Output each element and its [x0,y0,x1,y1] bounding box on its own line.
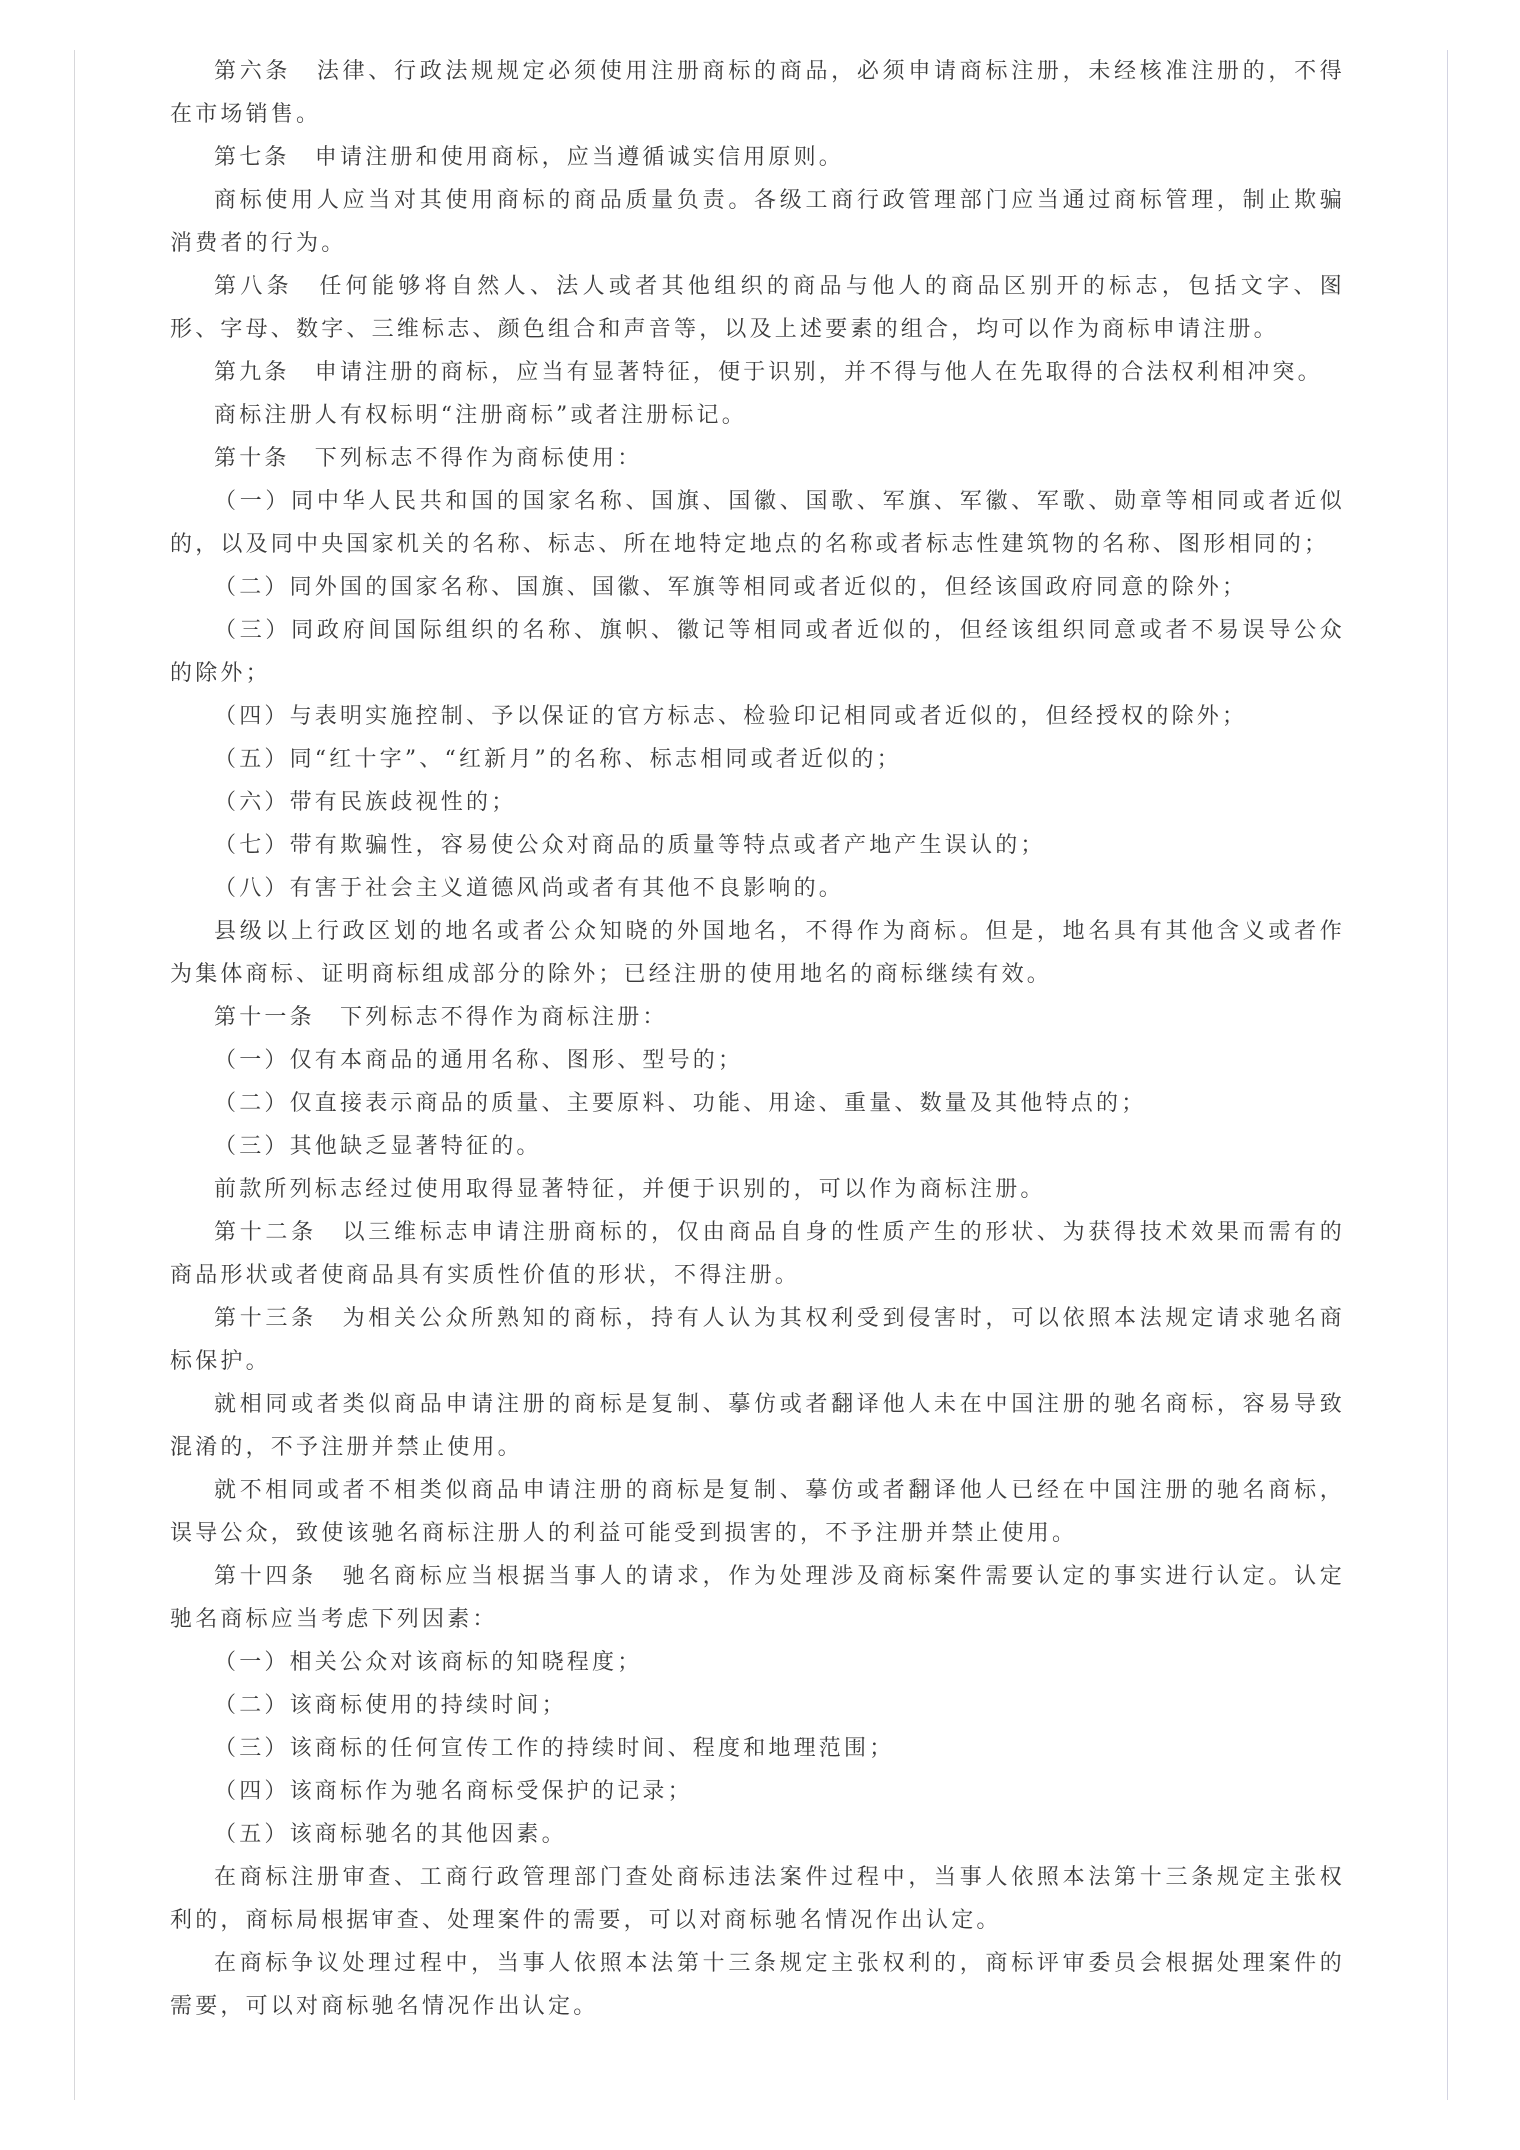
paragraph: 第十三条 为相关公众所熟知的商标，持有人认为其权利受到侵害时，可以依照本法规定请求驰名商标保护。 [170,1306,1345,1374]
paragraph: （三）同政府间国际组织的名称、旗帜、徽记等相同或者近似的，但经该组织同意或者不易误导公众的除外； [170,618,1345,686]
paragraph: 在商标争议处理过程中，当事人依照本法第十三条规定主张权利的，商标评审委员会根据处理案件的需要，可以对商标驰名情况作出认定。 [170,1951,1345,2019]
paragraph: 第十二条 以三维标志申请注册商标的，仅由商品自身的性质产生的形状、为获得技术效果而需有的商品形状或者使商品具有实质性价值的形状，不得注册。 [170,1220,1345,1288]
paragraph: （一）相关公众对该商标的知晓程度； [214,1650,643,1675]
paragraph: （七）带有欺骗性，容易使公众对商品的质量等特点或者产地产生误认的； [214,833,1046,858]
paragraph: 第九条 申请注册的商标，应当有显著特征，便于识别，并不得与他人在先取得的合法权利相冲突。 [214,360,1323,385]
paragraph: （六）带有民族歧视性的； [214,790,517,815]
paragraph: （一）仅有本商品的通用名称、图形、型号的； [214,1048,744,1073]
paragraph: （五）同“红十字”、“红新月”的名称、标志相同或者近似的； [214,747,902,772]
paragraph: 第十一条 下列标志不得作为商标注册： [214,1005,668,1030]
paragraph: （四）该商标作为驰名商标受保护的记录； [214,1779,693,1804]
paragraph: （五）该商标驰名的其他因素。 [214,1822,567,1847]
paragraph: 在商标注册审查、工商行政管理部门查处商标违法案件过程中，当事人依照本法第十三条规定主张权利的，商标局根据审查、处理案件的需要，可以对商标驰名情况作出认定。 [170,1865,1345,1933]
paragraph: 商标使用人应当对其使用商标的商品质量负责。各级工商行政管理部门应当通过商标管理，制止欺骗消费者的行为。 [170,188,1345,256]
paragraph: （四）与表明实施控制、予以保证的官方标志、检验印记相同或者近似的，但经授权的除外； [214,704,1248,729]
document-page [74,50,1448,2100]
paragraph: 就不相同或者不相类似商品申请注册的商标是复制、摹仿或者翻译他人已经在中国注册的驰名商标，误导公众，致使该驰名商标注册人的利益可能受到损害的，不予注册并禁止使用。 [170,1478,1345,1546]
paragraph: 前款所列标志经过使用取得显著特征，并便于识别的，可以作为商标注册。 [214,1177,1046,1202]
paragraph: （一）同中华人民共和国的国家名称、国旗、国徽、国歌、军旗、军徽、军歌、勋章等相同或者近似的，以及同中央国家机关的名称、标志、所在地特定地点的名称或者标志性建筑物的名称、图形相同的； [170,489,1345,557]
paragraph: 第十四条 驰名商标应当根据当事人的请求，作为处理涉及商标案件需要认定的事实进行认定。认定驰名商标应当考虑下列因素： [170,1564,1345,1632]
paragraph: （八）有害于社会主义道德风尚或者有其他不良影响的。 [214,876,845,901]
document-body [170,50,1345,2028]
paragraph: 第八条 任何能够将自然人、法人或者其他组织的商品与他人的商品区别开的标志，包括文字、图形、字母、数字、三维标志、颜色组合和声音等，以及上述要素的组合，均可以作为商标申请注册。 [170,274,1345,342]
paragraph: （三）其他缺乏显著特征的。 [214,1134,542,1159]
paragraph: （二）仅直接表示商品的质量、主要原料、功能、用途、重量、数量及其他特点的； [214,1091,1147,1116]
paragraph: （三）该商标的任何宣传工作的持续时间、程度和地理范围； [214,1736,895,1761]
paragraph: 就相同或者类似商品申请注册的商标是复制、摹仿或者翻译他人未在中国注册的驰名商标，容易导致混淆的，不予注册并禁止使用。 [170,1392,1345,1460]
paragraph: 第十条 下列标志不得作为商标使用： [214,446,643,471]
paragraph: 商标注册人有权标明“注册商标”或者注册标记。 [214,403,747,428]
paragraph: （二）同外国的国家名称、国旗、国徽、军旗等相同或者近似的，但经该国政府同意的除外； [214,575,1248,600]
paragraph: 县级以上行政区划的地名或者公众知晓的外国地名，不得作为商标。但是，地名具有其他含义或者作为集体商标、证明商标组成部分的除外；已经注册的使用地名的商标继续有效。 [170,919,1345,987]
paragraph: 第七条 申请注册和使用商标，应当遵循诚实信用原则。 [214,145,845,170]
paragraph: 第六条 法律、行政法规规定必须使用注册商标的商品，必须申请商标注册，未经核准注册的，不得在市场销售。 [170,59,1345,127]
paragraph: （二）该商标使用的持续时间； [214,1693,567,1718]
